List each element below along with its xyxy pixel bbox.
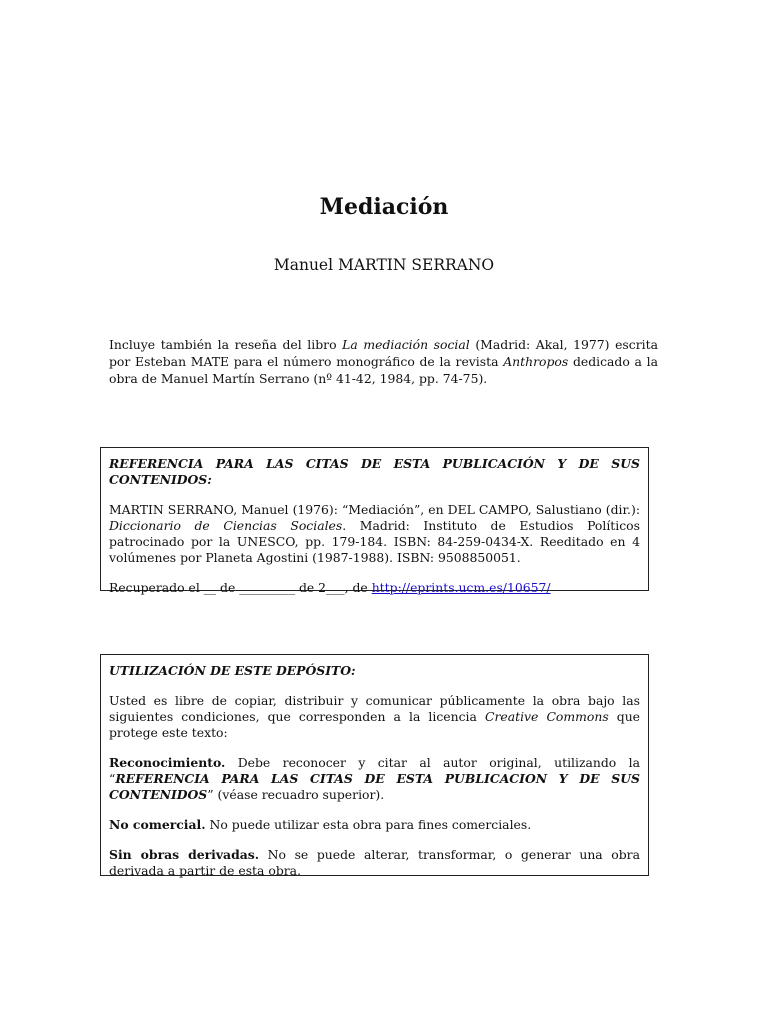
citation-paragraph: [109, 502, 640, 566]
attribution-reference: REFERENCIA PARA LAS CITAS DE ESTA PUBLICACION Y DE SUS CONTENIDOS: [109, 771, 640, 802]
reference-box: [100, 447, 649, 595]
usage-box: [100, 654, 649, 876]
intro-text-2: (Madrid: Akal, 1977) escrita por Esteban MATE para el número monográfico de la revista: [109, 337, 658, 369]
reference-heading: REFERENCIA PARA LAS CITAS DE ESTA PUBLICACIÓN Y DE SUS CONTENIDOS:: [109, 456, 640, 487]
noderivs-paragraph: [109, 847, 640, 879]
attribution-text-1: Debe reconocer y citar al autor original, utilizando la “: [109, 755, 640, 786]
document-title: Mediación: [319, 194, 449, 220]
noncommercial-paragraph: [109, 817, 640, 833]
author-name: Manuel MARTIN SERRANO: [273, 256, 495, 274]
citation-text-2: . Madrid: Instituto de Estudios Políticos patrocinado por la UNESCO, pp. 179-184. ISBN: 84-259-0434-X. Reeditado en 4 volúmenes por Planeta Agostini (1987-1988). ISBN: 9508850051.: [109, 518, 641, 565]
intro-text-3: dedicado a la obra de Manuel Martín Serrano (nº 41-42, 1984, pp. 74-75).: [109, 354, 658, 386]
usage-heading: UTILIZACIÓN DE ESTE DEPÓSITO:: [109, 663, 356, 678]
attribution-label: Reconocimiento.: [109, 755, 226, 770]
usage-intro-text-2: que protege este texto:: [109, 709, 641, 740]
intro-paragraph: [109, 336, 658, 387]
journal-title: Anthropos: [503, 354, 569, 369]
license-name: Creative Commons: [484, 709, 609, 724]
attribution-paragraph: [109, 755, 640, 803]
noncommercial-text: No puede utilizar esta obra para fines comerciales.: [205, 817, 532, 832]
noderivs-label: Sin obras derivadas.: [109, 847, 260, 862]
usage-intro-paragraph: [109, 693, 640, 741]
eprints-link[interactable]: http://eprints.ucm.es/10657/: [371, 580, 551, 595]
attribution-text-2: ” (véase recuadro superior).: [207, 787, 385, 802]
citation-title: Diccionario de Ciencias Sociales: [109, 518, 343, 533]
retrieved-paragraph: [109, 580, 640, 596]
intro-text-1: Incluye también la reseña del libro: [109, 337, 343, 352]
noderivs-text: No se puede alterar, transformar, o generar una obra derivada a partir de esta obra.: [109, 847, 640, 878]
noncommercial-label: No comercial.: [109, 817, 206, 832]
citation-text-1: MARTIN SERRANO, Manuel (1976): “Mediación”, en DEL CAMPO, Salustiano (dir.):: [109, 502, 640, 517]
book-title: La mediación social: [342, 337, 470, 352]
retrieved-text: Recuperado el __ de _________ de 2___, de: [109, 580, 372, 595]
usage-intro-text-1: Usted es libre de copiar, distribuir y comunicar públicamente la obra bajo las siguientes condiciones, que corresponden a la licencia: [109, 693, 640, 724]
